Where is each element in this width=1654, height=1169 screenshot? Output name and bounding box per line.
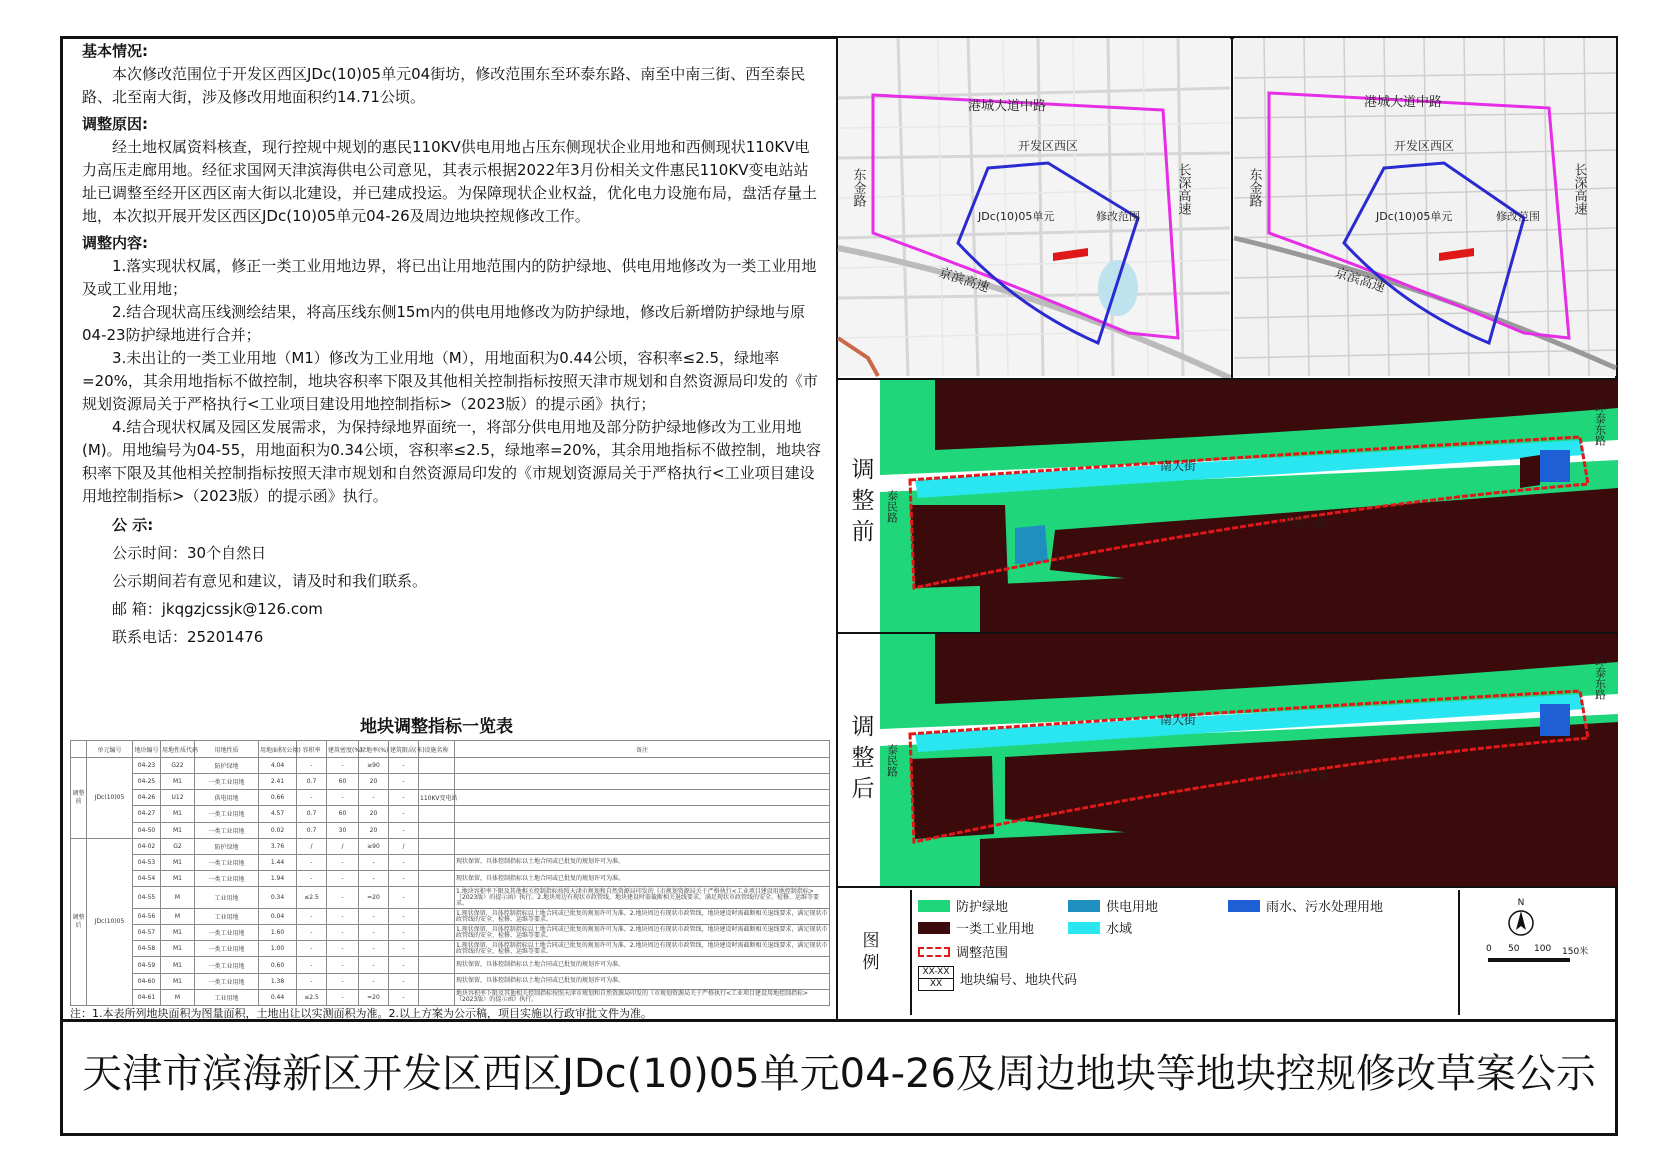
table-cell: 3.76: [259, 838, 297, 854]
content-item: 3.未出让的一类工业用地（M1）修改为工业用地（M），用地面积为0.44公顷，容积率≤2.5，绿地率=20%，其余用地指标不做控制，地块容积率下限及其他相关控制指标按照天津市规划和自然资源局印发的《市规划资源局关于严格执行<工业项目建设用地控制指标>（2023版）的提示函》执行；: [82, 349, 818, 413]
table-cell: 一类工业用地: [195, 870, 259, 886]
table-cell: -: [327, 758, 359, 774]
table-cell: -: [297, 973, 327, 989]
table-cell: [455, 806, 830, 822]
table-cell: 一类工业用地: [195, 774, 259, 790]
publicity-note: 公示期间若有意见和建议，请及时和我们联系。: [112, 572, 428, 590]
table-cell: -: [327, 854, 359, 870]
table-cell: [455, 758, 830, 774]
table-cell: [419, 806, 455, 822]
table-cell: -: [389, 941, 419, 957]
legend-item-green: [918, 896, 1008, 915]
table-cell: M1: [161, 822, 195, 838]
table-cell: -: [297, 925, 327, 941]
legend-item-power: [1068, 896, 1158, 915]
legend-item-sewage: [1228, 896, 1383, 915]
table-row: [71, 790, 830, 806]
table-cell: M: [161, 887, 195, 909]
code-box-icon: [918, 966, 954, 991]
table-cell: 0.7: [297, 806, 327, 822]
table-cell: M: [161, 989, 195, 1005]
table-cell: [419, 887, 455, 909]
plan-after-road-west: 泰民路: [885, 744, 899, 777]
table-cell: 04-55: [133, 887, 161, 909]
table-cell: 一类工业用地: [195, 941, 259, 957]
table-cell: 1.60: [259, 925, 297, 941]
table-row: [71, 822, 830, 838]
table-cell: 04-27: [133, 806, 161, 822]
table-cell: -: [359, 925, 389, 941]
table-cell: M1: [161, 973, 195, 989]
table-header-cell: 建筑密度(%): [327, 741, 359, 758]
table-cell: 工业用地: [195, 989, 259, 1005]
table-cell: -: [389, 909, 419, 925]
table-cell: [419, 758, 455, 774]
table-cell: -: [327, 887, 359, 909]
scale-0: 0: [1486, 944, 1492, 954]
map1-district: 开发区西区: [1018, 139, 1079, 153]
table-cell: -: [327, 973, 359, 989]
table-cell: 1.44: [259, 854, 297, 870]
table-group-cell: 调整前: [71, 758, 87, 839]
legend: [838, 890, 1618, 1015]
table-cell: 04-50: [133, 822, 161, 838]
table-cell: /: [389, 838, 419, 854]
table-row: [71, 806, 830, 822]
table-cell: 1.现状保留，具体控制指标以土地合同或已批复的规划许可为准。2.地块周边有现状市政管线，地块建设时需截断相关退线要求，满足现状市政管线的安全、检修、运维等要求。: [455, 925, 830, 941]
table-cell: -: [297, 941, 327, 957]
scale-bar-line: [1488, 958, 1570, 962]
table-cell: 4.04: [259, 758, 297, 774]
table-cell: 1.94: [259, 870, 297, 886]
table-cell: -: [359, 790, 389, 806]
table-cell: 一类工业用地: [195, 973, 259, 989]
index-table: [70, 740, 830, 1006]
table-row: [71, 957, 830, 973]
table-cell: 04-54: [133, 870, 161, 886]
table-cell: /: [327, 838, 359, 854]
north-label: N: [1517, 898, 1525, 908]
code-box-bottom: XX: [929, 979, 943, 989]
table-cell: -: [389, 957, 419, 973]
plan-before-street-south: 中南三街: [1280, 515, 1329, 529]
table-cell: 一类工业用地: [195, 806, 259, 822]
table-cell: [419, 941, 455, 957]
basic-heading: 基本情况:: [82, 42, 148, 60]
table-cell: =20: [359, 989, 389, 1005]
table-note: 注：1.本表所列地块面积为图量面积，土地出让以实测面积为准。2.以上方案为公示稿，项目实施以行政审批文件为准。: [70, 1007, 652, 1020]
table-cell: 一类工业用地: [195, 957, 259, 973]
table-unit-cell: JDc(10)05: [87, 758, 133, 839]
table-header-cell: 备注: [455, 741, 830, 758]
table-row: [71, 838, 830, 854]
label-before-text: 调整前: [851, 457, 875, 545]
sewage-swatch: [1228, 900, 1260, 912]
table-cell: 现状保留，具体控制指标以土地合同或已批复的规划许可为准。: [455, 854, 830, 870]
table-cell: M1: [161, 925, 195, 941]
content-heading: 调整内容:: [82, 234, 148, 252]
table-cell: 04-59: [133, 957, 161, 973]
table-cell: 1.现状保留，具体控制指标以土地合同或已批复的规划许可为准。2.地块周边有现状市政管线，地块建设时需截断相关退线要求，满足现状市政管线的安全、检修、运维等要求。: [455, 909, 830, 925]
table-title: 地块调整指标一览表: [360, 717, 513, 737]
table-cell: ≤2.5: [297, 887, 327, 909]
table-cell: -: [359, 870, 389, 886]
table-cell: 地块容积率下限及其他相关控制指标按照天津市规划和自然资源局印发的《市规划资源局关于严格执行<工业项目建设用地控制指标>（2023版）的提示函》执行。: [455, 989, 830, 1005]
scale-bar: [1486, 944, 1598, 978]
table-cell: 0.02: [259, 822, 297, 838]
scale-150: 150米: [1562, 947, 1589, 957]
table-cell: 110KV变电站: [419, 790, 455, 806]
legend-title: [856, 930, 886, 974]
table-cell: 60: [327, 774, 359, 790]
table-row: [71, 941, 830, 957]
publicity-heading: 公 示:: [112, 516, 154, 534]
table-cell: [455, 774, 830, 790]
divider: [1458, 890, 1460, 1015]
table-row: [71, 854, 830, 870]
scale-100: 100: [1534, 944, 1552, 954]
table-cell: ≥90: [359, 758, 389, 774]
table-cell: -: [297, 909, 327, 925]
publicity-time: 公示时间：30个自然日: [112, 544, 267, 562]
table-cell: 04-25: [133, 774, 161, 790]
legend-sewage: 雨水、污水处理用地: [1266, 900, 1384, 915]
table-cell: 30: [327, 822, 359, 838]
table-cell: M1: [161, 957, 195, 973]
table-cell: G2: [161, 838, 195, 854]
legend-m1: 一类工业用地: [956, 922, 1035, 937]
power-swatch: [1068, 900, 1100, 912]
map1-unit: JDc(10)05单元: [978, 210, 1055, 223]
m1-swatch: [918, 922, 950, 934]
legend-item-water: [1068, 918, 1132, 937]
location-map-1: [838, 38, 1230, 376]
table-cell: 04-02: [133, 838, 161, 854]
table-cell: -: [389, 854, 419, 870]
legend-item-scope: [918, 942, 1008, 961]
table-cell: M1: [161, 854, 195, 870]
table-cell: 04-58: [133, 941, 161, 957]
plan-after-road-east: 环泰东路: [1593, 656, 1607, 700]
table-cell: -: [327, 925, 359, 941]
legend-water: 水域: [1106, 922, 1133, 937]
table-cell: /: [297, 838, 327, 854]
table-cell: 04-61: [133, 989, 161, 1005]
table-cell: -: [389, 887, 419, 909]
table-cell: [419, 854, 455, 870]
table-cell: 现状保留，具体控制指标以土地合同或已批复的规划许可为准。: [455, 973, 830, 989]
table-cell: -: [389, 758, 419, 774]
plan-before: [880, 380, 1618, 632]
table-cell: 0.44: [259, 989, 297, 1005]
table-cell: 04-53: [133, 854, 161, 870]
code-box-top: XX-XX: [919, 967, 953, 979]
legend-green: 防护绿地: [956, 900, 1009, 915]
table-header-cell: [71, 741, 87, 758]
plan-before-road-west: 泰民路: [885, 490, 899, 523]
map2-road-south: 京滨高速: [1332, 265, 1387, 296]
table-header-cell: 容积率: [297, 741, 327, 758]
legend-code: 地块编号、地块代码: [960, 973, 1078, 988]
legend-item-code: [918, 966, 1077, 991]
table-cell: -: [297, 957, 327, 973]
plan-after-street-north: 南大街: [1160, 713, 1197, 727]
divider: [838, 886, 1618, 888]
table-cell: 0.04: [259, 909, 297, 925]
map2-scope: 修改范围: [1496, 210, 1540, 223]
table-header-cell: 地块编号: [133, 741, 161, 758]
table-cell: -: [389, 989, 419, 1005]
table-cell: 工业用地: [195, 887, 259, 909]
table-header-cell: 建筑限高(米): [389, 741, 419, 758]
table-cell: ≤2.5: [297, 989, 327, 1005]
table-cell: M1: [161, 941, 195, 957]
table-cell: -: [359, 941, 389, 957]
table-row: [71, 925, 830, 941]
table-header-cell: 绿地率(%): [359, 741, 389, 758]
green-swatch: [918, 900, 950, 912]
table-cell: -: [327, 941, 359, 957]
notice-text: [82, 40, 822, 649]
map2-road-west: 东金路: [1246, 168, 1262, 207]
label-after: [848, 712, 878, 805]
table-cell: M1: [161, 774, 195, 790]
location-map-2: [1234, 38, 1616, 376]
table-cell: 4.57: [259, 806, 297, 822]
table-cell: 一类工业用地: [195, 925, 259, 941]
table-cell: [455, 790, 830, 806]
table-cell: 防护绿地: [195, 838, 259, 854]
table-header-cell: 用地面积(公顷): [259, 741, 297, 758]
table-cell: -: [389, 774, 419, 790]
table-cell: -: [389, 790, 419, 806]
table-cell: 供电用地: [195, 790, 259, 806]
divider: [1231, 38, 1233, 378]
table-cell: [419, 973, 455, 989]
table-cell: ≥90: [359, 838, 389, 854]
north-arrow-icon: [1506, 898, 1536, 942]
table-cell: 1.00: [259, 941, 297, 957]
table-cell: -: [327, 790, 359, 806]
table-cell: 04-57: [133, 925, 161, 941]
table-cell: 0.34: [259, 887, 297, 909]
page-title: 天津市滨海新区开发区西区JDc(10)05单元04-26及周边地块等地块控规修改草案公示: [82, 1051, 1596, 1097]
table-body: [71, 758, 830, 1006]
table-cell: -: [389, 806, 419, 822]
table-cell: -: [327, 957, 359, 973]
table-cell: -: [359, 957, 389, 973]
map1-road-east: 长深高速: [1175, 163, 1191, 215]
table-cell: 0.7: [297, 822, 327, 838]
table-cell: -: [389, 870, 419, 886]
content-item: 4.结合现状权属及园区发展需求，为保持绿地界面统一，将部分供电用地及部分防护绿地修改为工业用地(M)。用地编号为04-55，用地面积为0.34公顷，容积率≤2.5，绿地率=20%，其余用地指标不做控制，地块容积率下限及其他相关控制指标按照天津市规划和自然资源局印发的《市规划资源局关于严格执行<工业项目建设用地控制指标>（2023版）的提示函》执行。: [82, 418, 821, 505]
table-cell: 04-56: [133, 909, 161, 925]
map1-road-south: 京滨高速: [936, 265, 991, 296]
reason-text: 经土地权属资料核查，现行控规中规划的惠民110KV供电用地占压东侧现状企业用地和西侧现状110KV电力高压走廊用地。经征求国网天津滨海供电公司意见，其表示根据2022年3月份相关文件惠民110KV变电站站址已调整至经开区西区南大街以北建设，并已建成投运。为保障现状企业权益，优化电力设施布局，盘活存量土地，本次拟开展开发区西区JDc(10)05单元04-26及周边地块控规修改工作。: [82, 138, 818, 225]
table-cell: -: [297, 758, 327, 774]
table-header-cell: 用地性质: [195, 741, 259, 758]
legend-item-m1: [918, 918, 1034, 937]
table-cell: 工业用地: [195, 909, 259, 925]
scope-swatch: [918, 947, 950, 957]
table-cell: U12: [161, 790, 195, 806]
table-cell: -: [359, 909, 389, 925]
label-before: [848, 455, 878, 548]
table-cell: 1.现状保留，具体控制指标以土地合同或已批复的规划许可为准。2.地块周边有现状市政管线，地块建设时需截断相关退线要求，满足现状市政管线的安全、检修、运维等要求。: [455, 941, 830, 957]
table-cell: 60: [327, 806, 359, 822]
plan-before-street-north: 南大街: [1160, 459, 1197, 473]
legend-title-text: 图例: [862, 931, 880, 973]
table-cell: [419, 822, 455, 838]
table-cell: M1: [161, 806, 195, 822]
table-cell: 一类工业用地: [195, 822, 259, 838]
map2-unit: JDc(10)05单元: [1376, 210, 1453, 223]
table-cell: [419, 909, 455, 925]
table-cell: 一类工业用地: [195, 854, 259, 870]
publicity-email: 邮 箱：jkqgzjcssjk@126.com: [112, 600, 323, 618]
table-cell: 1.38: [259, 973, 297, 989]
table-cell: -: [297, 870, 327, 886]
table-cell: [419, 957, 455, 973]
plan-after: [880, 634, 1618, 886]
table-cell: 20: [359, 774, 389, 790]
table-cell: 04-23: [133, 758, 161, 774]
scale-50: 50: [1508, 944, 1520, 954]
table-cell: -: [327, 870, 359, 886]
table-cell: -: [327, 909, 359, 925]
table-cell: 0.60: [259, 957, 297, 973]
table-header-row: [71, 741, 830, 758]
plan-before-road-east: 环泰东路: [1593, 402, 1607, 446]
table-row: [71, 989, 830, 1005]
table-cell: -: [297, 790, 327, 806]
table-cell: G22: [161, 758, 195, 774]
legend-scope: 调整范围: [956, 946, 1009, 961]
table-unit-cell: JDc(10)05: [87, 838, 133, 1005]
table-row: [71, 870, 830, 886]
table-cell: -: [359, 973, 389, 989]
content-item: 1.落实现状权属，修正一类工业用地边界，将已出让用地范围内的防护绿地、供电用地修改为一类工业用地及或工业用地；: [82, 257, 817, 298]
table-cell: [455, 822, 830, 838]
table-cell: 04-26: [133, 790, 161, 806]
table-cell: [419, 989, 455, 1005]
table-cell: 1.地块容积率下限及其他相关控制指标按照天津市规划和自然资源局印发的《市规划资源局关于严格执行<工业项目建设用地控制指标>（2023版）的提示函》执行。2.地块周边有现状市政管线，地块建设时需截断相关退线要求，满足现状市政管线的安全、检修、运维等要求。: [455, 887, 830, 909]
table-row: [71, 774, 830, 790]
table-cell: 0.66: [259, 790, 297, 806]
content-item: 2.结合现状高压线测绘结果，将高压线东侧15m内的供电用地修改为防护绿地，修改后新增防护绿地与原04-23防护绿地进行合并；: [82, 303, 806, 344]
table-row: [71, 973, 830, 989]
table-cell: [419, 870, 455, 886]
table-cell: [419, 838, 455, 854]
table-cell: -: [389, 925, 419, 941]
table-row: [71, 887, 830, 909]
table-cell: -: [389, 822, 419, 838]
map2-road-north: 港城大道中路: [1364, 95, 1443, 110]
map1-road-west: 东金路: [850, 168, 866, 207]
table-cell: [455, 838, 830, 854]
table-header-cell: 设施名称: [419, 741, 455, 758]
reason-heading: 调整原因:: [82, 115, 148, 133]
table-cell: 防护绿地: [195, 758, 259, 774]
table-header-cell: 单元编号: [87, 741, 133, 758]
publicity-phone: 联系电话：25201476: [112, 628, 264, 646]
table-cell: [419, 925, 455, 941]
table-cell: 2.41: [259, 774, 297, 790]
map2-district: 开发区西区: [1394, 139, 1455, 153]
table-cell: M: [161, 909, 195, 925]
table-cell: M1: [161, 870, 195, 886]
map1-road-north: 港城大道中路: [968, 99, 1047, 114]
table-cell: =20: [359, 887, 389, 909]
table-cell: -: [297, 854, 327, 870]
divider: [910, 890, 912, 1015]
plan-after-street-south: 中南三街: [1280, 769, 1329, 783]
table-row: [71, 758, 830, 774]
basic-text: 本次修改范围位于开发区西区JDc(10)05单元04街坊，修改范围东至环泰东路、南至中南三街、西至泰民路、北至南大街，涉及修改用地面积约14.71公顷。: [82, 65, 806, 106]
table-cell: 20: [359, 806, 389, 822]
table-cell: [419, 774, 455, 790]
table-cell: -: [327, 989, 359, 1005]
map2-road-east: 长深高速: [1571, 163, 1587, 215]
table-row: [71, 909, 830, 925]
table-cell: 现状保留，具体控制指标以土地合同或已批复的规划许可为准。: [455, 870, 830, 886]
table-cell: 0.7: [297, 774, 327, 790]
table-cell: 04-60: [133, 973, 161, 989]
legend-power: 供电用地: [1106, 900, 1159, 915]
table-cell: -: [359, 854, 389, 870]
table-cell: -: [389, 973, 419, 989]
water-swatch: [1068, 922, 1100, 934]
label-after-text: 调整后: [851, 714, 875, 802]
table-cell: 20: [359, 822, 389, 838]
table-group-cell: 调整后: [71, 838, 87, 1005]
table-cell: 现状保留，具体控制指标以土地合同或已批复的规划许可为准。: [455, 957, 830, 973]
table-header-cell: 用地性质代码: [161, 741, 195, 758]
map1-scope: 修改范围: [1096, 210, 1140, 223]
